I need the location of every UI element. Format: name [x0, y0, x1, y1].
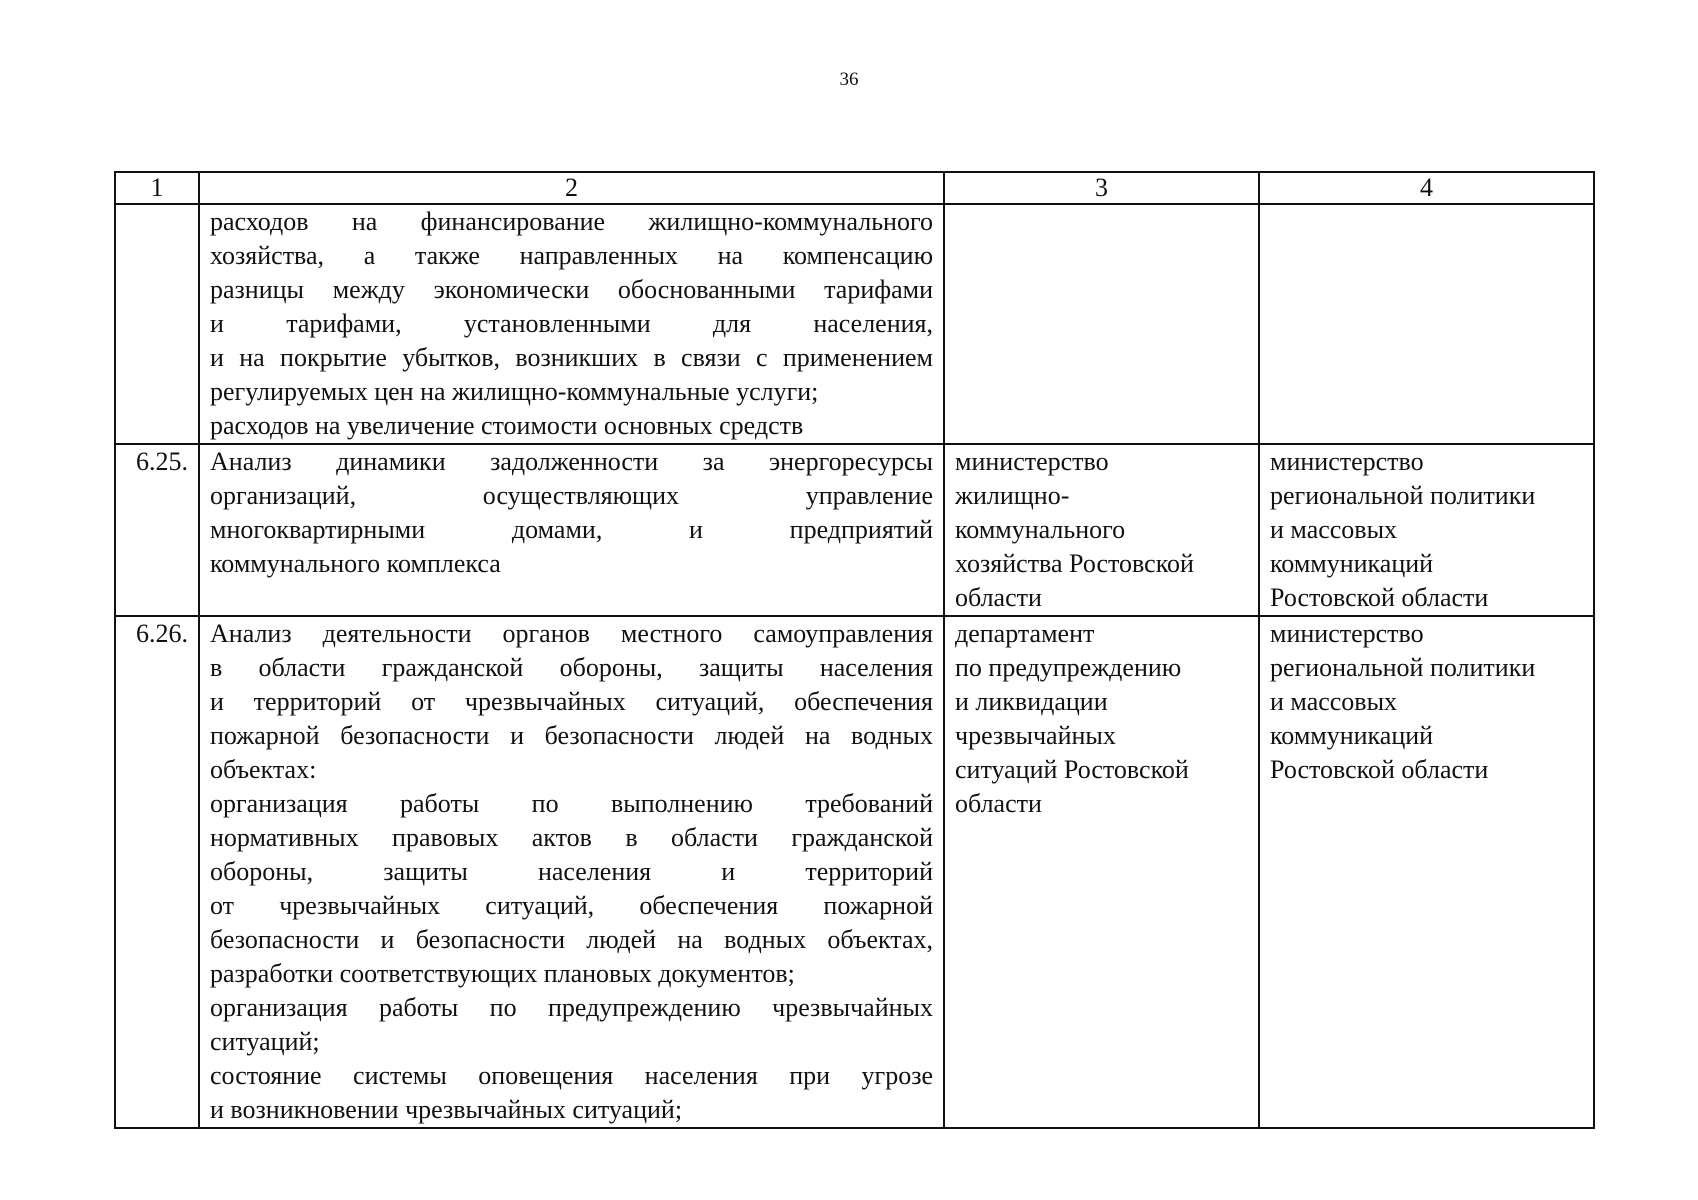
column-header-3: 3 [944, 172, 1259, 204]
item-number: 6.25. [136, 447, 188, 476]
coexecutor-line: министерство [1270, 447, 1424, 476]
coexecutor-cell [1259, 444, 1594, 616]
description-line: нормативных правовых актов в области гражданской [210, 823, 933, 852]
coexecutor-line: Ростовской области [1270, 583, 1489, 612]
column-header-1: 1 [115, 172, 199, 204]
description-line: разницы между экономически обоснованными тарифами [210, 275, 933, 304]
coexecutor-line: коммуникаций [1270, 721, 1434, 750]
coexecutor-line: министерство [1270, 619, 1424, 648]
measure-description-cell [199, 444, 944, 616]
executor-line: хозяйства Ростовской [955, 549, 1194, 578]
column-header-2: 2 [199, 172, 944, 204]
description-line: от чрезвычайных ситуаций, обеспечения пожарной [210, 891, 933, 920]
description-line: безопасности и безопасности людей на водных объектах, [210, 925, 933, 954]
responsible-executor-cell [944, 204, 1259, 444]
executor-line: области [955, 583, 1042, 612]
item-number-cell [115, 616, 199, 1128]
description-line: пожарной безопасности и безопасности людей на водных [210, 721, 933, 750]
coexecutor-line: Ростовской области [1270, 755, 1489, 784]
coexecutor-line: и массовых [1270, 687, 1398, 716]
description-line: организация работы по выполнению требований [210, 789, 933, 818]
measure-description-cell [199, 616, 944, 1128]
description-line: расходов на финансирование жилищно-коммунального [210, 207, 933, 236]
executor-line: департамент [955, 619, 1095, 648]
responsible-executor-cell [944, 444, 1259, 616]
table-row [115, 616, 1594, 1128]
description-line: и тарифами, установленными для населения, [210, 309, 933, 338]
description-line: расходов на увеличение стоимости основных средств [210, 411, 804, 440]
responsible-executor-cell [944, 616, 1259, 1128]
description-line: разработки соответствующих плановых документов; [210, 959, 795, 988]
executor-line: ситуаций Ростовской [955, 755, 1189, 784]
description-line: Анализ деятельности органов местного самоуправления [210, 619, 933, 648]
description-line: организаций, осуществляющих управление [210, 481, 933, 510]
table-body [115, 204, 1594, 1128]
executor-line: коммунального [955, 515, 1126, 544]
item-number: 6.26. [136, 619, 188, 648]
table-row [115, 204, 1594, 444]
measures-table [114, 171, 1595, 1129]
description-line: ситуаций; [210, 1027, 320, 1056]
description-line: объектах: [210, 755, 317, 784]
description-line: многоквартирными домами, и предприятий [210, 515, 933, 544]
coexecutor-line: региональной политики [1270, 481, 1536, 510]
table-header-row [115, 172, 1594, 204]
measure-description-cell [199, 204, 944, 444]
item-number-cell [115, 204, 199, 444]
description-line: обороны, защиты населения и территорий [210, 857, 933, 886]
executor-line: по предупреждению [955, 653, 1182, 682]
description-line: организация работы по предупреждению чрезвычайных [210, 993, 933, 1022]
item-number-cell [115, 444, 199, 616]
executor-line: министерство [955, 447, 1109, 476]
description-line: Анализ динамики задолженности за энергоресурсы [210, 447, 933, 476]
coexecutor-cell [1259, 204, 1594, 444]
description-line: хозяйства, а также направленных на компенсацию [210, 241, 933, 270]
description-line: и территорий от чрезвычайных ситуаций, обеспечения [210, 687, 933, 716]
description-line: состояние системы оповещения населения при угрозе [210, 1061, 933, 1090]
description-line: в области гражданской обороны, защиты населения [210, 653, 933, 682]
column-header-4: 4 [1259, 172, 1594, 204]
coexecutor-line: коммуникаций [1270, 549, 1434, 578]
coexecutor-cell [1259, 616, 1594, 1128]
executor-line: чрезвычайных [955, 721, 1116, 750]
executor-line: и ликвидации [955, 687, 1108, 716]
table-row [115, 444, 1594, 616]
description-line: регулируемых цен на жилищно-коммунальные услуги; [210, 377, 819, 406]
page-number: 36 [839, 69, 859, 90]
description-line: коммунального комплекса [210, 549, 501, 578]
description-line: и на покрытие убытков, возникших в связи с применением [210, 343, 933, 372]
coexecutor-line: и массовых [1270, 515, 1398, 544]
executor-line: области [955, 789, 1042, 818]
coexecutor-line: региональной политики [1270, 653, 1536, 682]
description-line: и возникновении чрезвычайных ситуаций; [210, 1095, 683, 1124]
executor-line: жилищно- [955, 481, 1070, 510]
